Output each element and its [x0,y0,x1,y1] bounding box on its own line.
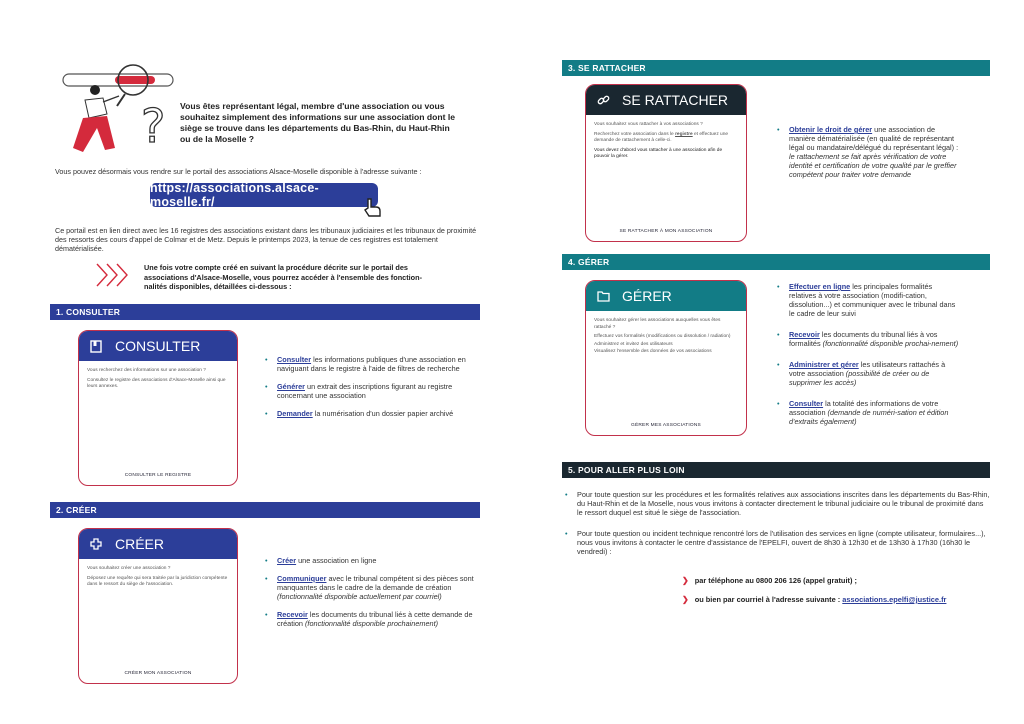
administrer-link[interactable]: Administrer et gérer [789,360,859,369]
consulter-card [78,330,238,486]
portal-url-button[interactable]: https://associations.alsace-moselle.fr/ [150,183,378,207]
portal-text: Vous pouvez désormais vous rendre sur le portail des associations Alsace-Moselle disponible à l'adresse suivante : [55,167,422,176]
consulter-link[interactable]: Consulter [277,355,312,364]
communiquer-link[interactable]: Communiquer [277,574,327,583]
link-icon [596,93,610,107]
creer-card [78,528,238,684]
creer-link[interactable]: Créer [277,556,297,565]
registry-text: Ce portail est en lien direct avec les 16 registres des associations existant dans les tribunaux judiciaires et les tribunaux de proximité des ressorts des cours d'appel de Colmar et de Metz. Depuis le printemps 2023, la tenue de ces registres est totalement dématérialisée. [55,226,477,253]
bookmark-icon [89,339,103,353]
plus-icon [89,537,103,551]
rattacher-card-question: Vous souhaitez vous rattacher à vos associations ? [594,122,703,127]
consulter-card-question: Vous recherchez des informations sur une association ? [87,368,206,373]
hand-cursor-icon [360,196,384,220]
registre-link[interactable]: registre [675,131,693,137]
gerer-card-item: Effectuez vos formalités (modifications ou dissolution / radiation) [594,334,731,340]
rattacher-association-button[interactable]: SE RATTACHER À MON ASSOCIATION [619,229,713,234]
email-link[interactable]: associations.epelfi@justice.fr [842,595,947,604]
section-creer: 2. CRÉER [50,502,480,518]
creer-card-title: CRÉER [115,536,165,552]
chevron-right-icon: ❯ [682,595,689,604]
consulter-registre-button[interactable]: CONSULTER LE REGISTRE [124,473,192,478]
plus-paragraph-1: • Pour toute question sur les procédures et les formalités relatives aux associations inscrites dans les départements du Bas-Rhin, du Haut-Rhin et de la Moselle, nous vous invitons à contacter directement le tribunal judiciaire ou le tribunal de proximité dans le ressort duquel est situé le siège de l'association. [565,490,990,517]
gerer-card-item: Visualisez l'ensemble des données de vos associations [594,349,712,355]
effectuer-link[interactable]: Effectuer en ligne [789,282,851,291]
magnifier-illustration [55,62,185,160]
section-gerer: 4. GÉRER [562,254,990,270]
account-text: Une fois votre compte créé en suivant la procédure décrite sur le portail des associations d'Alsace-Moselle, vous pourrez accéder à l'ensemble des fonction-nalités disponibles, détaillées ci-dessous : [144,263,423,291]
gerer-associations-button[interactable]: GÉRER MES ASSOCIATIONS [631,423,701,428]
creer-association-button[interactable]: CRÉER MON ASSOCIATION [124,671,192,676]
demander-link[interactable]: Demander [277,409,313,418]
section-consulter: 1. CONSULTER [50,304,480,320]
intro-question: Vous êtes représentant légal, membre d'une association ou vous souhaitez simplement des informations sur une association dont le siège se trouve dans les départements du Bas-Rhin, du Haut-Rhin ou de la Moselle ? [180,101,456,144]
recevoir-link[interactable]: Recevoir [277,610,308,619]
consulter-card-title: CONSULTER [115,338,201,354]
gerer-card-title: GÉRER [622,288,672,304]
section-plus-loin: 5. POUR ALLER PLUS LOIN [562,462,990,478]
phone-text: par téléphone au 0800 206 126 (appel gratuit) ; [694,576,857,585]
plus-paragraph-2: • Pour toute question ou incident technique rencontré lors de l'utilisation des services en ligne (compte utilisateur, formulaires...), nous vous invitons à contacter le centre d'assistance de l'EPELFI, ouvert de 8h30 à 12h30 et de 13h30 à 17h30 (16h30 le vendredi) : [565,529,990,556]
consulter-card-text: Consultez le registre des associations d'Alsace-Moselle ainsi que leurs annexes. [87,377,226,390]
obtenir-droit-link[interactable]: Obtenir le droit de gérer [789,125,873,134]
creer-card-question: Vous souhaitez créer une association ? [87,566,171,571]
chevrons-icon [95,262,135,288]
consulter-totalite-link[interactable]: Consulter [789,399,824,408]
rattacher-card: SE RATTACHER Vous souhaitez vous rattacher à vos associations ? Recherchez votre association dans le registre et effectuez une demande de rattachement à celle-ci. Vous devez d'abord vous rattacher à une association afin de pouvoir la gérer. SE RATTACHER À MON ASSOCIATION [585,84,747,242]
folder-icon [596,289,610,303]
generer-link[interactable]: Générer [277,382,305,391]
gerer-card-question: Vous souhaitez gérer les associations auxquelles vous êtes rattaché ? [594,318,721,330]
recevoir-docs-link[interactable]: Recevoir [789,330,820,339]
gerer-card [585,280,747,436]
creer-card-text: Déposez une requête qui sera traitée par la juridiction compétente dans le ressort du siège de l'association. [87,575,228,588]
chevron-right-icon: ❯ [682,576,689,585]
rattacher-card-title: SE RATTACHER [622,92,729,108]
section-rattacher: 3. SE RATTACHER [562,60,990,76]
gerer-card-item: Administrez et invitez des utilisateurs [594,341,673,347]
svg-text:?: ? [141,99,166,153]
rattacher-card-note: Vous devez d'abord vous rattacher à une association afin de pouvoir la gérer. [594,147,723,160]
